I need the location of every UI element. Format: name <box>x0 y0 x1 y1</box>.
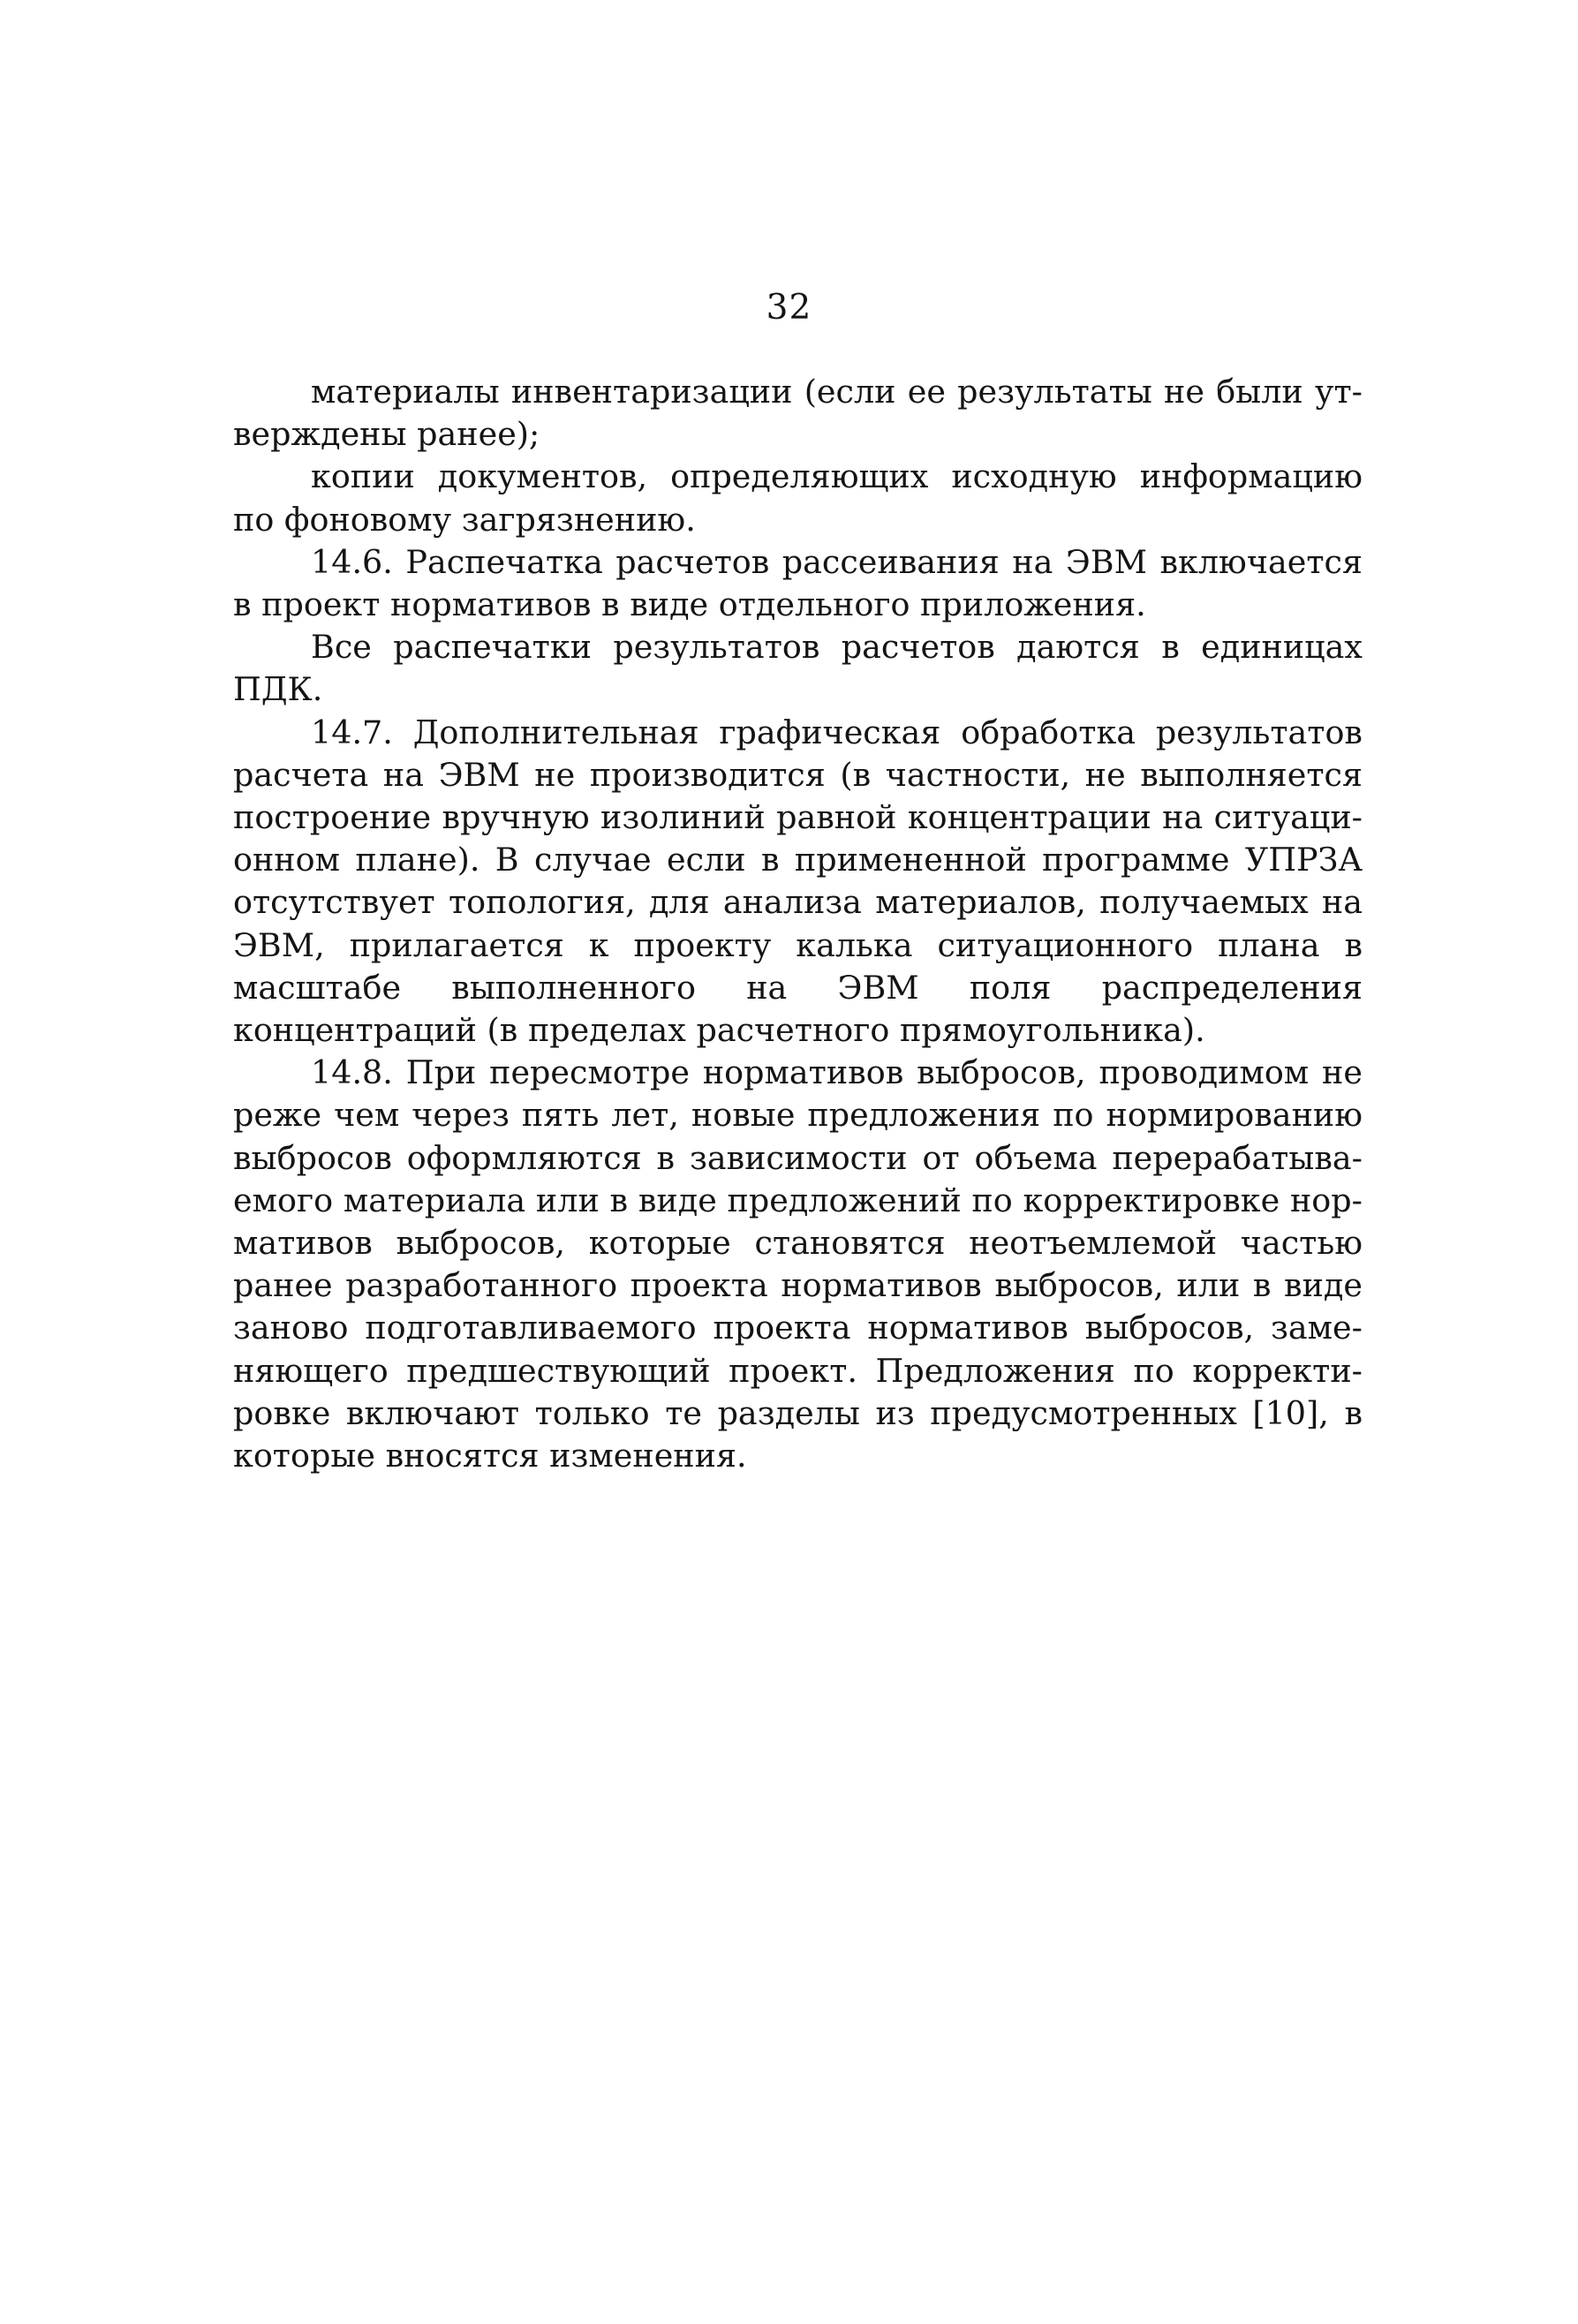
paragraph-section-14-6: 14.6. Распечатка расчетов рассеивания на ЭВМ включается в проект нормативов в виде отдельного приложения. <box>233 542 1363 624</box>
page-number: 32 <box>766 288 812 328</box>
body-text <box>233 371 1363 1477</box>
paragraph-inventory-materials: материалы инвентаризации (если ее результаты не были утверждены ранее); <box>233 373 1363 454</box>
paragraph-document-copies: копии документов, определяющих исходную информацию по фоновому загрязнению. <box>233 457 1363 539</box>
paragraph-section-14-7: 14.7. Дополнительная графическая обработка результатов расчета на ЭВМ не производится (в частности, не выполняется построение вручную изолиний равной концентрации на ситуационном плане). В случае если в примененной программе УПРЗА отсутствует топология, для анализа материалов, получаемых на ЭВМ, прилагается к проекту калька ситуационного плана в масштабе выполненного на ЭВМ поля распределения концентраций (в пределах расчетного прямоугольника). <box>233 713 1363 1050</box>
paragraph-section-14-8: 14.8. При пересмотре нормативов выбросов, проводимом не реже чем через пять лет, новые предложения по нормированию выбросов оформляются в зависимости от объема перерабатываемого материала или в виде предложений по корректировке нормативов выбросов, которые становятся неотъемлемой частью ранее разработанного проекта нормативов выбросов, или в виде заново подготавливаемого проекта нормативов выбросов, заменяющего предшествующий проект. Предложения по корректировке включают только те разделы из предусмотренных [10], в которые вносятся изменения. <box>233 1053 1363 1475</box>
paragraph-printouts-pdk: Все распечатки результатов расчетов даются в единицах ПДК. <box>233 628 1363 709</box>
